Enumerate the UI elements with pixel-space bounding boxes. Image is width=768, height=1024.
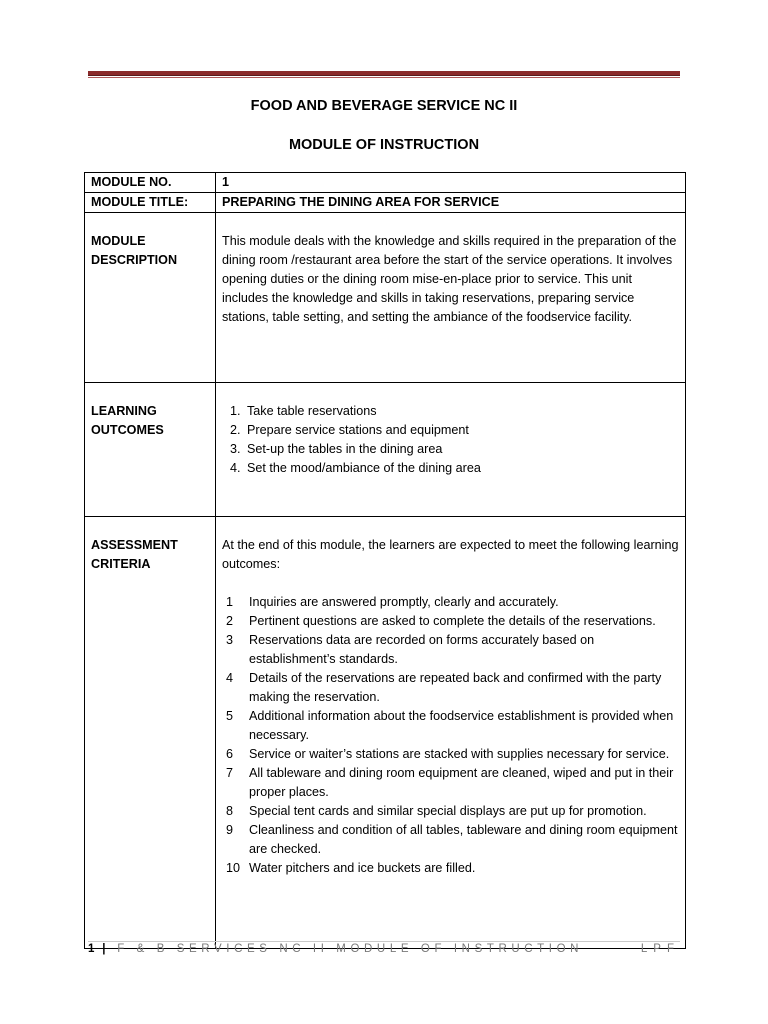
page-footer [88,943,680,959]
footer-separator: | [102,943,106,955]
criteria-number: 7 [226,766,234,780]
module-title-row [85,193,686,213]
footer-text: F & B SERVICES NC II MODULE OF INSTRUCTION [117,943,584,955]
module-table [84,172,686,949]
criteria-item [222,707,679,745]
outcome-item: 4. Set the mood/ambiance of the dining area [244,459,679,478]
module-no-row [85,173,686,193]
criteria-text: Additional information about the foodservice establishment is provided when necessary. [249,709,674,742]
label-line: OUTCOMES [91,423,164,437]
criteria-text: All tableware and dining room equipment are cleaned, wiped and put in their proper places. [249,766,674,799]
criteria-item [222,669,679,707]
label-line: ASSESSMENT [91,538,178,552]
criteria-text: Water pitchers and ice buckets are filled. [249,861,476,875]
module-no-label: MODULE NO. [85,173,216,193]
criteria-item [222,612,679,631]
criteria-item [222,802,679,821]
criteria-number: 8 [226,804,234,818]
criteria-text: Special tent cards and similar special displays are put up for promotion. [249,804,647,818]
assessment-criteria-label [85,517,216,949]
criteria-text: Reservations data are recorded on forms accurately based on establishment’s standards. [249,633,595,666]
label-line: MODULE [91,234,146,248]
criteria-item [222,631,679,669]
label-line: DESCRIPTION [91,253,178,267]
criteria-number: 9 [226,823,234,837]
header-rule-thin [88,77,680,78]
label-line: LEARNING [91,404,157,418]
module-description-label [85,213,216,383]
module-description-text: This module deals with the knowledge and skills required in the preparation of the dining room /restaurant area before the start of the service operations. It involves opening duties or the dining room mise-en-place prior to service. This unit includes the knowledge and skills in taking reservations, preparing service stations, table setting, and setting the ambiance of the foodservice facility. [216,213,686,383]
assessment-criteria-cell [216,517,686,949]
header-rule [88,71,680,76]
module-title-value: PREPARING THE DINING AREA FOR SERVICE [216,193,686,213]
footer-initials: LPF [640,943,680,955]
outcomes-list [222,402,679,478]
criteria-item [222,593,679,612]
outcome-item: 3. Set-up the tables in the dining area [244,440,679,459]
criteria-item [222,821,679,859]
criteria-number: 6 [226,747,234,761]
learning-outcomes-label [85,383,216,517]
module-title-label: MODULE TITLE: [85,193,216,213]
criteria-number: 2 [226,614,234,628]
criteria-number: 1 [226,595,234,609]
footer-rule [88,941,680,942]
label-line: CRITERIA [91,557,151,571]
learning-outcomes-cell [216,383,686,517]
criteria-item [222,764,679,802]
page-number: 1 [88,943,95,955]
criteria-text: Pertinent questions are asked to complete the details of the reservations. [249,614,656,628]
learning-outcomes-row [85,383,686,517]
criteria-text: Service or waiter’s stations are stacked with supplies necessary for service. [249,747,670,761]
criteria-item [222,745,679,764]
criteria-number: 5 [226,709,234,723]
module-description-row [85,213,686,383]
criteria-item [222,859,679,878]
assessment-intro: At the end of this module, the learners are expected to meet the following learning outcomes: [222,538,679,571]
criteria-number: 10 [226,861,241,875]
assessment-criteria-row [85,517,686,949]
outcome-item: 2. Prepare service stations and equipment [244,421,679,440]
criteria-number: 3 [226,633,234,647]
outcome-item: 1. Take table reservations [244,402,679,421]
criteria-number: 4 [226,671,234,685]
document-title: FOOD AND BEVERAGE SERVICE NC II [250,98,518,114]
criteria-text: Inquiries are answered promptly, clearly and accurately. [249,595,559,609]
document-subtitle: MODULE OF INSTRUCTION [288,137,480,153]
module-no-value: 1 [216,173,686,193]
criteria-text: Details of the reservations are repeated back and confirmed with the party making the reservation. [249,671,662,704]
criteria-text: Cleanliness and condition of all tables, tableware and dining room equipment are checked. [249,823,678,856]
